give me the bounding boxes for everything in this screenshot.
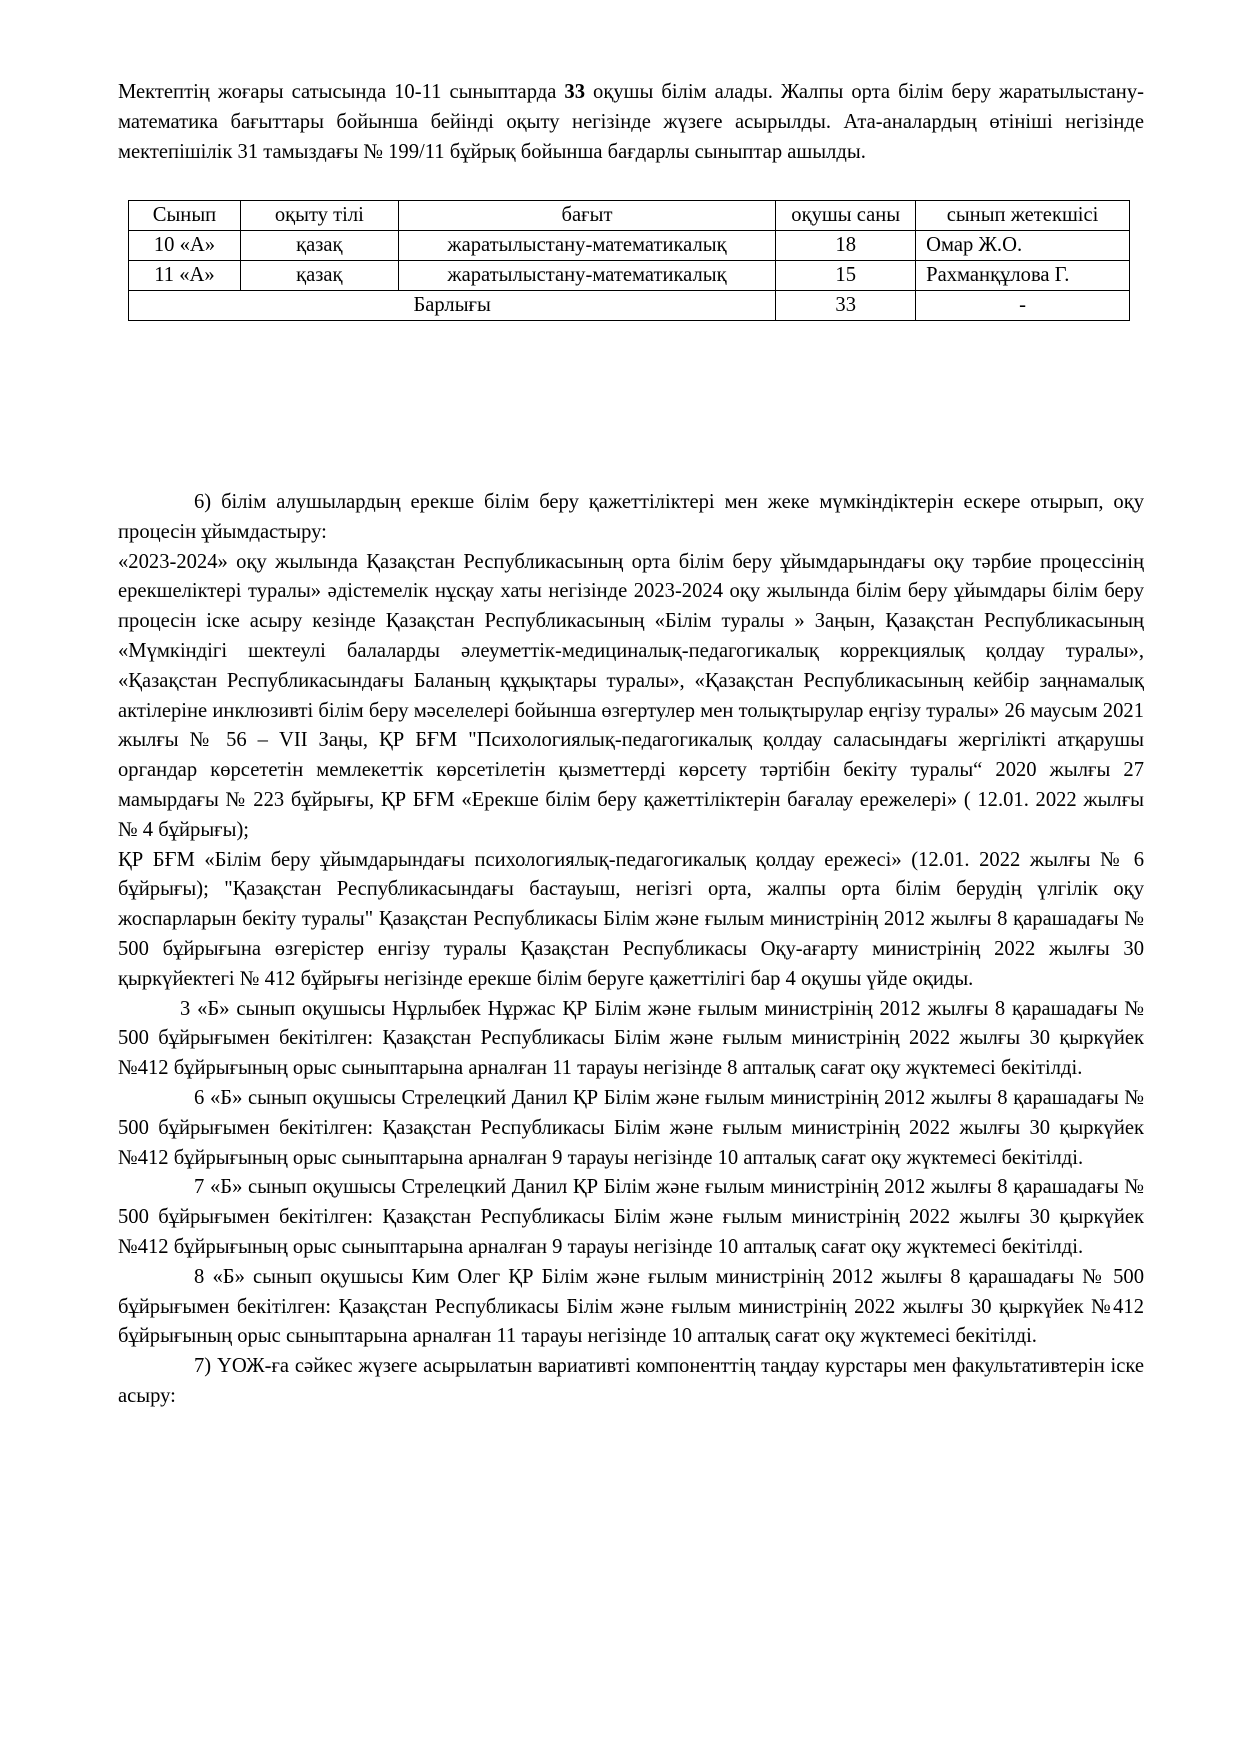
- cell-class: 10 «А»: [129, 231, 241, 261]
- intro-text-2: оқушы білім алады. Жалпы орта білім беру жаратылыстану-математика бағыттары бойынша бейінді оқыту негізінде жүзеге асырылды. Ата-аналардың өтініші негізінде мектепішілік 31 тамыздағы № 199/11 бұйрық бойынша бағдарлы сыныптар ашылды.: [118, 81, 1144, 163]
- cell-count: 15: [776, 261, 916, 291]
- cell-direction: жаратылыстану-математикалық: [398, 231, 776, 261]
- cell-language: қазақ: [240, 261, 398, 291]
- header-direction: бағыт: [398, 201, 776, 231]
- header-class: Сынып: [129, 201, 241, 231]
- total-label: Барлығы: [129, 291, 776, 321]
- student-paragraph: 7 «Б» сынып оқушысы Стрелецкий Данил ҚР Білім және ғылым министрінің 2012 жылғы 8 қарашадағы № 500 бұйрығымен бекітілген: Қазақстан Республикасы Білім және ғылым министрінің 2022 жылғы 30 қыркүйек №412 бұйрығының орыс сыныптарына арналған 9 тарауы негізінде 10 апталық сағат оқу жүктемесі бекітілді.: [118, 1176, 1144, 1258]
- cell-language: қазақ: [240, 231, 398, 261]
- cell-leader: Рахманқұлова Г.: [916, 261, 1130, 291]
- header-student-count: оқушы саны: [776, 201, 916, 231]
- student-paragraph: 8 «Б» сынып оқушысы Ким Олег ҚР Білім және ғылым министрінің 2012 жылғы 8 қарашадағы № 500 бұйрығымен бекітілген: Қазақстан Республикасы Білім және ғылым министрінің 2022 жылғы 30 қыркүйек №412 бұйрығының орыс сыныптарына арналған 11 тарауы негізінде 10 апталық сағат оқу жүктемесі бекітілді.: [118, 1265, 1144, 1348]
- cell-class: 11 «А»: [129, 261, 241, 291]
- section-6: [118, 488, 1144, 1412]
- intro-text-1: Мектептің жоғары сатысында 10-11 сыныптарда: [118, 81, 565, 103]
- classes-table: [128, 200, 1130, 321]
- table-total-row: [129, 291, 1130, 321]
- section-6-body: «2023-2024» оқу жылында Қазақстан Республикасының орта білім беру ұйымдарындағы оқу тәрбие процессінің ерекшеліктері туралы» әдістемелік нұсқау хаты негізінде 2023-2024 оқу жылында білім беру ұйымдары білім беру процесін іске асыру кезінде Қазақстан Республикасының «Білім туралы » Заңын, Қазақстан Республикасының «Мүмкіндігі шектеулі балаларды әлеуметтік-медициналық-педагогикалық коррекциялық қолдау туралы», «Қазақстан Республикасындағы Баланың құқықтары туралы», «Қазақстан Республикасының кейбір заңнамалық актілеріне инклюзивті білім беру мәселелері бойынша өзгертулер мен толықтырулар еңгізу туралы» 26 маусым 2021 жылғы № 56 – VII Заңы, ҚР БҒМ "Психологиялық-педагогикалық қолдау саласындағы жергілікті атқарушы органдар көрсететін мемлекеттік көрсетілетін қызметтерді көрсету тәртібін бекіту туралы“ 2020 жылғы 27 мамырдағы № 223 бұйрығы, ҚР БҒМ «Ерекше білім беру қажеттіліктерін бағалау ережелері» ( 12.01. 2022 жылғы № 4 бұйрығы);: [118, 550, 1144, 841]
- table-header-row: [129, 201, 1130, 231]
- table-row: [129, 231, 1130, 261]
- section-6-body-2: ҚР БҒМ «Білім беру ұйымдарындағы психологиялық-педагогикалық қолдау ережесі» (12.01. 2022 жылғы № 6 бұйрығы); "Қазақстан Республикасындағы бастауыш, негізгі орта, жалпы орта білім берудің үлгілік оқу жоспарларын бекіту туралы" Қазақстан Республикасы Білім және ғылым министрінің 2012 жылғы 8 қарашадағы № 500 бұйрығына өзгерістер енгізу туралы Қазақстан Республикасы Оқу-ағарту министрінің 2022 жылғы 30 қыркүйектегі № 412 бұйрығы негізінде ерекше білім беруге қажеттілігі бар 4 оқушы үйде оқиды.: [118, 848, 1144, 990]
- section-6-heading: 6) білім алушылардың ерекше білім беру қажеттіліктері мен жеке мүмкіндіктерін ескере отырып, оқу процесін ұйымдастыру:: [118, 491, 1144, 543]
- cell-count: 18: [776, 231, 916, 261]
- cell-leader: Омар Ж.О.: [916, 231, 1130, 261]
- table-row: [129, 261, 1130, 291]
- header-language: оқыту тілі: [240, 201, 398, 231]
- intro-count: 33: [564, 81, 585, 103]
- intro-block: [118, 78, 1144, 167]
- intro-paragraph: [118, 78, 1144, 167]
- total-leader: -: [916, 291, 1130, 321]
- total-count: 33: [776, 291, 916, 321]
- student-paragraph: 3 «Б» сынып оқушысы Нұрлыбек Нұржас ҚР Білім және ғылым министрінің 2012 жылғы 8 қарашадағы № 500 бұйрығымен бекітілген: Қазақстан Республикасы Білім және ғылым министрінің 2022 жылғы 30 қыркүйек №412 бұйрығының орыс сыныптарына арналған 11 тарауы негізінде 8 апталық сағат оқу жүктемесі бекітілді.: [118, 997, 1144, 1080]
- student-paragraph: 6 «Б» сынып оқушысы Стрелецкий Данил ҚР Білім және ғылым министрінің 2012 жылғы 8 қарашадағы № 500 бұйрығымен бекітілген: Қазақстан Республикасы Білім және ғылым министрінің 2022 жылғы 30 қыркүйек №412 бұйрығының орыс сыныптарына арналған 9 тарауы негізінде 10 апталық сағат оқу жүктемесі бекітілді.: [118, 1086, 1144, 1169]
- section-7-heading: 7) ҮОЖ-ға сәйкес жүзеге асырылатын вариативті компоненттің таңдау курстары мен факультативтерін іске асыру:: [118, 1355, 1144, 1407]
- header-class-leader: сынып жетекшісі: [916, 201, 1130, 231]
- cell-direction: жаратылыстану-математикалық: [398, 261, 776, 291]
